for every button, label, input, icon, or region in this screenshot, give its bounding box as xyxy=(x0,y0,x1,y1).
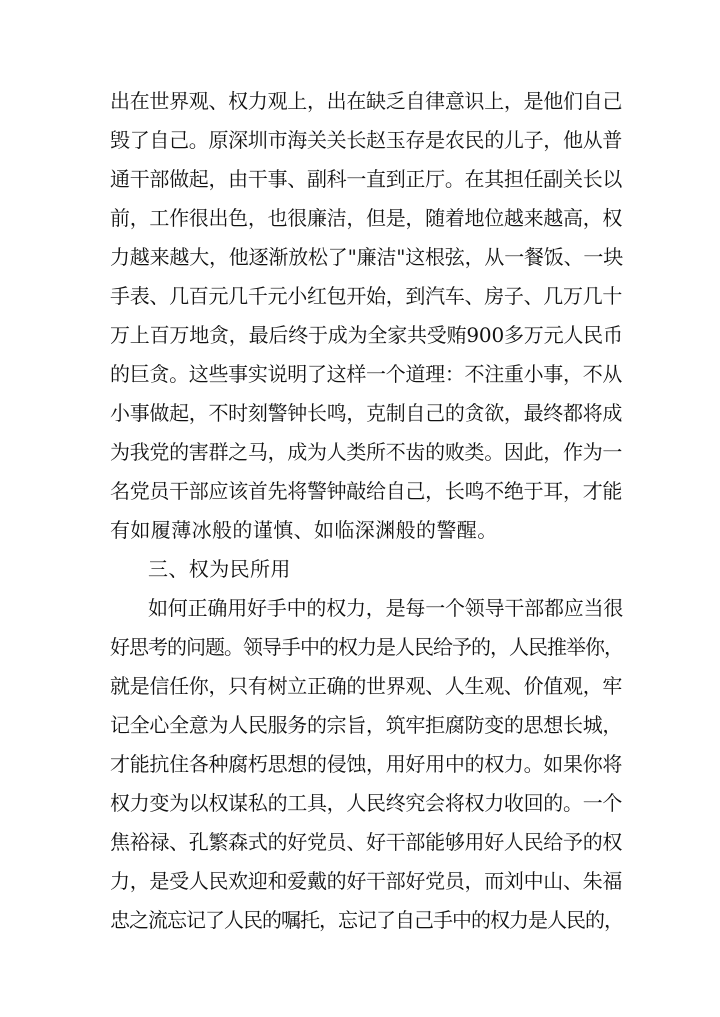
text-line: 前，工作很出色，也很廉洁，但是，随着地位越来越高，权 xyxy=(110,206,622,230)
text-line: 如何正确用好手中的权力，是每一个领导干部都应当很 xyxy=(148,596,624,620)
text-line: 名党员干部应该首先将警钟敲给自己，长鸣不绝于耳，才能 xyxy=(110,479,622,503)
text-line: 力，是受人民欢迎和爱戴的好干部好党员，而刘中山、朱福 xyxy=(110,869,622,893)
text-line: 好思考的问题。领导手中的权力是人民给予的，人民推举你， xyxy=(110,635,623,659)
text-line: 就是信任你，只有树立正确的世界观、人生观、价值观，牢 xyxy=(110,674,622,698)
text-line: 手表、几百元几千元小红包开始，到汽车、房子、几万几十 xyxy=(110,284,622,308)
text-line: 权力变为以权谋私的工具，人民终究会将权力收回的。一个 xyxy=(110,791,622,815)
text-line: 记全心全意为人民服务的宗旨，筑牢拒腐防变的思想长城， xyxy=(110,713,622,737)
text-line: 力越来越大，他逐渐放松了"廉洁"这根弦，从一餐饭、一块 xyxy=(110,245,623,269)
text-line: 毁了自己。原深圳市海关关长赵玉存是农民的儿子，他从普 xyxy=(110,128,622,152)
text-line: 为我党的害群之马，成为人类所不齿的败类。因此，作为一 xyxy=(110,440,622,464)
text-line: 才能抗住各种腐朽思想的侵蚀，用好用中的权力。如果你将 xyxy=(110,752,622,776)
text-line: 出在世界观、权力观上，出在缺乏自律意识上，是他们自己 xyxy=(110,89,622,113)
text-line: 忠之流忘记了人民的嘱托，忘记了自己手中的权力是人民的， xyxy=(110,908,623,932)
text-line: 的巨贪。这些事实说明了这样一个道理：不注重小事，不从 xyxy=(110,362,622,386)
section-heading: 三、权为民所用 xyxy=(148,557,291,581)
text-line: 焦裕禄、孔繁森式的好党员、好干部能够用好人民给予的权 xyxy=(110,830,622,854)
text-line: 有如履薄冰般的谨慎、如临深渊般的警醒。 xyxy=(110,518,498,542)
text-line: 万上百万地贪，最后终于成为全家共受贿900多万元人民币 xyxy=(110,323,623,347)
text-line: 通干部做起，由干事、副科一直到正厅。在其担任副关长以 xyxy=(110,167,622,191)
text-line: 小事做起，不时刻警钟长鸣，克制自己的贪欲，最终都将成 xyxy=(110,401,622,425)
